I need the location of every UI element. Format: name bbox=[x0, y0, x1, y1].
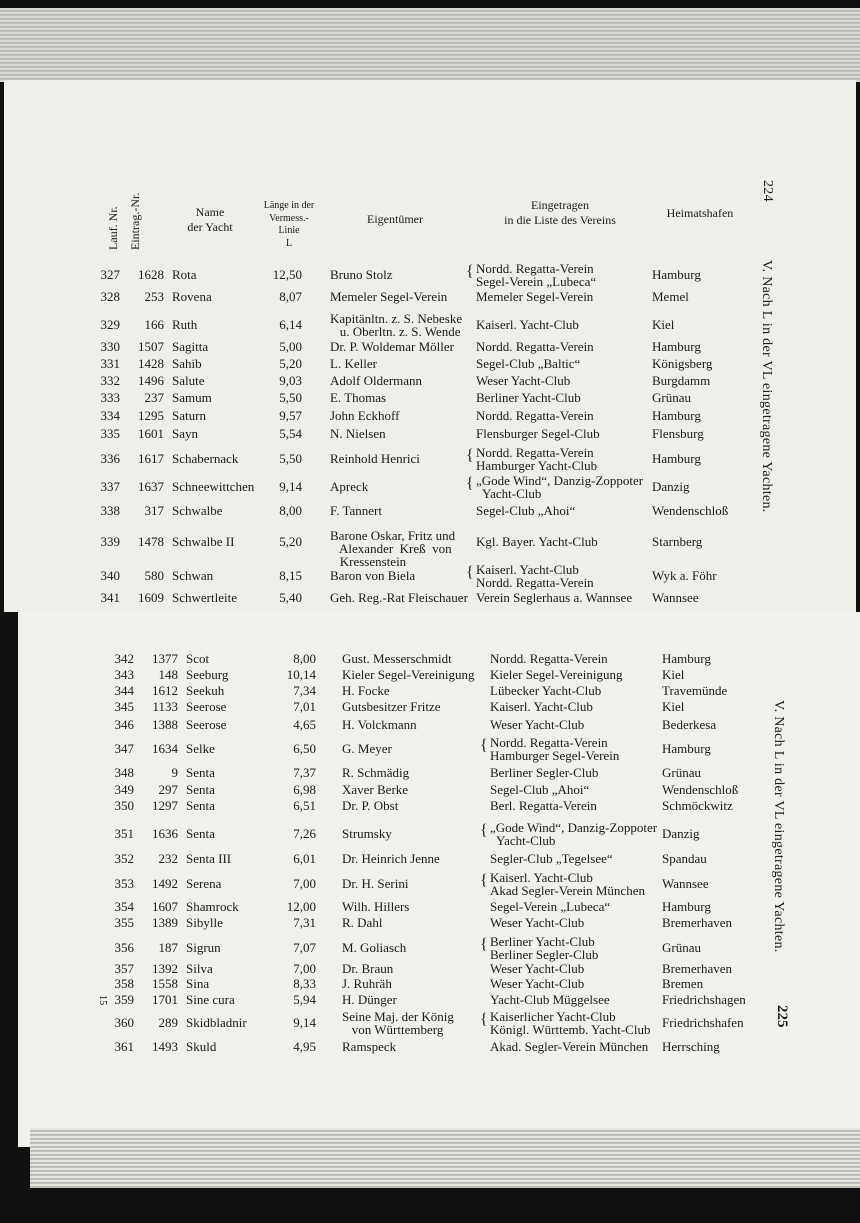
laenge-value: 6,98 bbox=[293, 782, 316, 797]
eintrag-nr: 237 bbox=[144, 390, 164, 405]
lauf-nr: 328 bbox=[100, 289, 120, 304]
yacht-name: Schwertleite bbox=[172, 590, 237, 605]
eintrag-nr: 1492 bbox=[152, 876, 178, 891]
verein: Nordd. Regatta-Verein Segel-Verein „Lubeca“ bbox=[476, 261, 597, 289]
yacht-name: Sayn bbox=[172, 426, 198, 441]
brace-mark: { bbox=[466, 263, 474, 280]
eintrag-nr: 580 bbox=[144, 568, 164, 583]
yacht-name: Rota bbox=[172, 267, 197, 282]
lauf-nr: 331 bbox=[100, 356, 120, 371]
yacht-name: Senta bbox=[186, 765, 215, 780]
yacht-name: Senta bbox=[186, 798, 215, 813]
lauf-nr: 329 bbox=[100, 317, 120, 332]
yacht-name: Seeburg bbox=[186, 667, 229, 682]
signature-mark: 15 bbox=[97, 995, 108, 1006]
lauf-nr: 344 bbox=[114, 683, 134, 698]
heimatshafen: Herrsching bbox=[662, 1039, 720, 1054]
owner: G. Meyer bbox=[342, 741, 392, 756]
owner: Dr. H. Serini bbox=[342, 876, 409, 891]
laenge-value: 7,01 bbox=[293, 699, 316, 714]
owner: Gust. Messerschmidt bbox=[342, 651, 452, 666]
page-number-upper: 224 bbox=[760, 180, 775, 202]
laenge-value: 7,00 bbox=[293, 876, 316, 891]
owner: Dr. Braun bbox=[342, 961, 394, 976]
yacht-name: Sine cura bbox=[186, 992, 235, 1007]
lauf-nr: 341 bbox=[100, 590, 120, 605]
eintrag-nr: 317 bbox=[144, 503, 164, 518]
verein: Weser Yacht-Club bbox=[490, 961, 585, 976]
owner: Xaver Berke bbox=[342, 782, 409, 797]
running-head-lower: V. Nach L in der VL eingetragene Yachten. bbox=[771, 700, 786, 953]
eintrag-nr: 1601 bbox=[138, 426, 164, 441]
yacht-name: Skidbladnir bbox=[186, 1015, 247, 1030]
verein: Kaiserlicher Yacht-Club Königl. Württemb. Yacht-Club bbox=[490, 1009, 651, 1037]
eintrag-nr: 1628 bbox=[138, 267, 164, 282]
verein: Yacht-Club Müggelsee bbox=[490, 992, 610, 1007]
heimatshafen: Burgdamm bbox=[652, 373, 711, 388]
verein: Verein Seglerhaus a. Wannsee bbox=[476, 590, 633, 605]
owner: Strumsky bbox=[342, 826, 392, 841]
heimatshafen: Wendenschloß bbox=[652, 503, 729, 518]
heimatshafen: Wendenschloß bbox=[662, 782, 739, 797]
verein: Lübecker Yacht-Club bbox=[490, 683, 602, 698]
owner: H. Focke bbox=[342, 683, 390, 698]
owner: Geh. Reg.-Rat Fleischauer bbox=[330, 590, 468, 605]
verein: Nordd. Regatta-Verein bbox=[490, 651, 608, 666]
yacht-name: Sina bbox=[186, 976, 210, 991]
yacht-name: Schneewittchen bbox=[172, 479, 255, 494]
eintrag-nr: 1701 bbox=[152, 992, 178, 1007]
lauf-nr: 340 bbox=[100, 568, 120, 583]
verein: Berliner Segler-Club bbox=[490, 765, 599, 780]
running-head-upper: V. Nach L in der VL eingetragene Yachten. bbox=[759, 260, 774, 513]
laenge-value: 6,14 bbox=[279, 317, 302, 332]
verein: Kieler Segel-Vereinigung bbox=[490, 667, 623, 682]
eintrag-nr: 1634 bbox=[152, 741, 178, 756]
verein: Akad. Segler-Verein München bbox=[490, 1039, 649, 1054]
eintrag-nr: 1377 bbox=[152, 651, 178, 666]
laenge-value: 5,94 bbox=[293, 992, 316, 1007]
laenge-value: 5,00 bbox=[279, 339, 302, 354]
yacht-name: Skuld bbox=[186, 1039, 217, 1054]
owner: Adolf Oldermann bbox=[330, 373, 423, 388]
laenge-value: 9,57 bbox=[279, 408, 302, 423]
lauf-nr: 347 bbox=[114, 741, 134, 756]
yacht-name: Senta bbox=[186, 826, 215, 841]
laenge-value: 5,20 bbox=[279, 356, 302, 371]
yacht-name: Schwan bbox=[172, 568, 214, 583]
book-page-edges-top bbox=[0, 8, 860, 82]
yacht-name: Salute bbox=[172, 373, 205, 388]
laenge-value: 12,50 bbox=[272, 267, 302, 282]
verein: Weser Yacht-Club bbox=[490, 915, 585, 930]
heimatshafen: Bremen bbox=[662, 976, 704, 991]
brace-mark: { bbox=[480, 936, 488, 953]
verein: Kaiserl. Yacht-Club Akad Segler-Verein München bbox=[490, 870, 645, 898]
yacht-name: Shamrock bbox=[186, 899, 239, 914]
verein: Kaiserl. Yacht-Club bbox=[490, 699, 593, 714]
yacht-name: Seerose bbox=[186, 717, 227, 732]
heimatshafen: Memel bbox=[652, 289, 689, 304]
laenge-value: 9,14 bbox=[293, 1015, 316, 1030]
owner: Apreck bbox=[330, 479, 369, 494]
heimatshafen: Wannsee bbox=[662, 876, 709, 891]
header-laenge: Länge in der Vermess.- Linie L bbox=[263, 200, 315, 249]
laenge-value: 8,07 bbox=[279, 289, 302, 304]
heimatshafen: Friedrichshafen bbox=[662, 1015, 744, 1030]
heimatshafen: Hamburg bbox=[652, 408, 701, 423]
verein: Weser Yacht-Club bbox=[490, 976, 585, 991]
eintrag-nr: 289 bbox=[158, 1015, 178, 1030]
laenge-value: 7,37 bbox=[293, 765, 316, 780]
owner: F. Tannert bbox=[330, 503, 382, 518]
eintrag-nr: 1507 bbox=[138, 339, 164, 354]
eintrag-nr: 1607 bbox=[152, 899, 178, 914]
heimatshafen: Grünau bbox=[662, 765, 701, 780]
heimatshafen: Spandau bbox=[662, 851, 707, 866]
heimatshafen: Wannsee bbox=[652, 590, 699, 605]
brace-mark: { bbox=[480, 737, 488, 754]
heimatshafen: Kiel bbox=[652, 317, 675, 332]
heimatshafen: Grünau bbox=[652, 390, 691, 405]
eintrag-nr: 1493 bbox=[152, 1039, 178, 1054]
owner: H. Dünger bbox=[342, 992, 397, 1007]
lauf-nr: 337 bbox=[100, 479, 120, 494]
header-lauf-nr: Lauf. Nr. bbox=[106, 206, 120, 250]
eintrag-nr: 1637 bbox=[138, 479, 164, 494]
owner: N. Nielsen bbox=[330, 426, 386, 441]
owner: R. Dahl bbox=[342, 915, 383, 930]
brace-mark: { bbox=[480, 1011, 488, 1028]
lauf-nr: 332 bbox=[100, 373, 120, 388]
lauf-nr: 345 bbox=[114, 699, 134, 714]
owner: Reinhold Henrici bbox=[330, 451, 420, 466]
owner: L. Keller bbox=[330, 356, 377, 371]
eintrag-nr: 187 bbox=[158, 940, 178, 955]
heimatshafen: Schmöckwitz bbox=[662, 798, 733, 813]
page-number-lower: 225 bbox=[774, 1005, 790, 1028]
laenge-value: 7,31 bbox=[293, 915, 316, 930]
eintrag-nr: 297 bbox=[158, 782, 178, 797]
laenge-value: 6,01 bbox=[293, 851, 316, 866]
laenge-value: 7,34 bbox=[293, 683, 316, 698]
laenge-value: 5,40 bbox=[279, 590, 302, 605]
brace-mark: { bbox=[480, 822, 488, 839]
heimatshafen: Wyk a. Föhr bbox=[652, 568, 717, 583]
lauf-nr: 350 bbox=[114, 798, 134, 813]
owner: H. Volckmann bbox=[342, 717, 417, 732]
lauf-nr: 354 bbox=[114, 899, 134, 914]
yacht-name: Ruth bbox=[172, 317, 198, 332]
eintrag-nr: 1389 bbox=[152, 915, 178, 930]
eintrag-nr: 1612 bbox=[152, 683, 178, 698]
lauf-nr: 358 bbox=[114, 976, 134, 991]
yacht-name: Samum bbox=[172, 390, 212, 405]
owner: Seine Maj. der König von Württemberg bbox=[342, 1009, 454, 1037]
yacht-name: Selke bbox=[186, 741, 215, 756]
laenge-value: 9,14 bbox=[279, 479, 302, 494]
eintrag-nr: 1496 bbox=[138, 373, 164, 388]
owner: Memeler Segel-Verein bbox=[330, 289, 448, 304]
lauf-nr: 333 bbox=[100, 390, 120, 405]
yacht-name: Schwalbe II bbox=[172, 534, 235, 549]
verein: Nordd. Regatta-Verein bbox=[476, 408, 594, 423]
verein: Berl. Regatta-Verein bbox=[490, 798, 597, 813]
heimatshafen: Kiel bbox=[662, 699, 685, 714]
lauf-nr: 342 bbox=[114, 651, 134, 666]
yacht-name: Rovena bbox=[172, 289, 212, 304]
laenge-value: 6,51 bbox=[293, 798, 316, 813]
brace-mark: { bbox=[480, 872, 488, 889]
laenge-value: 8,33 bbox=[293, 976, 316, 991]
laenge-value: 5,50 bbox=[279, 451, 302, 466]
owner: Dr. P. Woldemar Möller bbox=[330, 339, 455, 354]
heimatshafen: Hamburg bbox=[652, 267, 701, 282]
eintrag-nr: 9 bbox=[171, 765, 178, 780]
heimatshafen: Bremerhaven bbox=[662, 961, 733, 976]
lauf-nr: 360 bbox=[114, 1015, 134, 1030]
verein: Berliner Yacht-Club bbox=[476, 390, 581, 405]
eintrag-nr: 1388 bbox=[152, 717, 178, 732]
laenge-value: 10,14 bbox=[286, 667, 316, 682]
lauf-nr: 353 bbox=[114, 876, 134, 891]
yacht-name: Sibylle bbox=[186, 915, 223, 930]
eintrag-nr: 232 bbox=[158, 851, 178, 866]
eintrag-nr: 166 bbox=[144, 317, 164, 332]
lauf-nr: 355 bbox=[114, 915, 134, 930]
heimatshafen: Hamburg bbox=[662, 899, 711, 914]
heimatshafen: Hamburg bbox=[652, 451, 701, 466]
heimatshafen: Bremerhaven bbox=[662, 915, 733, 930]
lauf-nr: 351 bbox=[114, 826, 134, 841]
laenge-value: 4,95 bbox=[293, 1039, 316, 1054]
laenge-value: 4,65 bbox=[293, 717, 316, 732]
laenge-value: 8,15 bbox=[279, 568, 302, 583]
lauf-nr: 348 bbox=[114, 765, 134, 780]
verein: Berliner Yacht-Club Berliner Segler-Club bbox=[490, 934, 599, 962]
yacht-name: Schabernack bbox=[172, 451, 239, 466]
eintrag-nr: 1478 bbox=[138, 534, 164, 549]
owner: Barone Oskar, Fritz und Alexander Kreß von Kressenstein bbox=[330, 528, 456, 569]
lauf-nr: 338 bbox=[100, 503, 120, 518]
verein: Kaiserl. Yacht-Club bbox=[476, 317, 579, 332]
verein: Kaiserl. Yacht-Club Nordd. Regatta-Verein bbox=[476, 562, 594, 590]
laenge-value: 8,00 bbox=[279, 503, 302, 518]
verein: Weser Yacht-Club bbox=[476, 373, 571, 388]
laenge-value: 5,54 bbox=[279, 426, 302, 441]
heimatshafen: Bederkesa bbox=[662, 717, 717, 732]
verein: Segel-Verein „Lubeca“ bbox=[490, 899, 611, 914]
lauf-nr: 336 bbox=[100, 451, 120, 466]
yacht-name: Sigrun bbox=[186, 940, 221, 955]
yacht-name: Silva bbox=[186, 961, 213, 976]
heimatshafen: Hamburg bbox=[662, 741, 711, 756]
laenge-value: 9,03 bbox=[279, 373, 302, 388]
eintrag-nr: 148 bbox=[158, 667, 178, 682]
heimatshafen: Hamburg bbox=[652, 339, 701, 354]
owner: John Eckhoff bbox=[330, 408, 400, 423]
yacht-name: Saturn bbox=[172, 408, 206, 423]
brace-mark: { bbox=[466, 447, 474, 464]
heimatshafen: Starnberg bbox=[652, 534, 703, 549]
lauf-nr: 346 bbox=[114, 717, 134, 732]
header-eingetragen: Eingetragen in die Liste des Vereins bbox=[504, 198, 616, 227]
lauf-nr: 343 bbox=[114, 667, 134, 682]
verein: Segel-Club „Ahoi“ bbox=[490, 782, 590, 797]
eintrag-nr: 1428 bbox=[138, 356, 164, 371]
laenge-value: 7,00 bbox=[293, 961, 316, 976]
eintrag-nr: 1617 bbox=[138, 451, 164, 466]
yacht-name: Seerose bbox=[186, 699, 227, 714]
lauf-nr: 361 bbox=[114, 1039, 134, 1054]
lauf-nr: 359 bbox=[114, 992, 134, 1007]
verein: Nordd. Regatta-Verein Hamburger Yacht-Club bbox=[476, 445, 598, 473]
yacht-name: Scot bbox=[186, 651, 210, 666]
heimatshafen: Travemünde bbox=[662, 683, 728, 698]
owner: Baron von Biela bbox=[330, 568, 416, 583]
eintrag-nr: 1295 bbox=[138, 408, 164, 423]
brace-mark: { bbox=[466, 564, 474, 581]
verein: „Gode Wind“, Danzig-Zoppoter Yacht-Club bbox=[490, 820, 658, 848]
verein: Segel-Club „Baltic“ bbox=[476, 356, 581, 371]
laenge-value: 7,26 bbox=[293, 826, 316, 841]
verein: Memeler Segel-Verein bbox=[476, 289, 594, 304]
header-eigentuemer: Eigentümer bbox=[367, 212, 423, 226]
header-heimatshafen: Heimatshafen bbox=[666, 206, 734, 220]
header-eintrag-nr: Eintrag.-Nr. bbox=[128, 192, 142, 250]
owner: Wilh. Hillers bbox=[342, 899, 410, 914]
owner: Kapitänltn. z. S. Nebeske u. Oberltn. z. S. Wende bbox=[330, 311, 463, 339]
owner: M. Goliasch bbox=[342, 940, 407, 955]
lauf-nr: 339 bbox=[100, 534, 120, 549]
yacht-name: Senta bbox=[186, 782, 215, 797]
heimatshafen: Grünau bbox=[662, 940, 701, 955]
lauf-nr: 335 bbox=[100, 426, 120, 441]
eintrag-nr: 1392 bbox=[152, 961, 178, 976]
verein: Nordd. Regatta-Verein bbox=[476, 339, 594, 354]
heimatshafen: Flensburg bbox=[652, 426, 704, 441]
verein: Segler-Club „Tegelsee“ bbox=[490, 851, 613, 866]
laenge-value: 5,20 bbox=[279, 534, 302, 549]
owner: Ramspeck bbox=[342, 1039, 397, 1054]
laenge-value: 8,00 bbox=[293, 651, 316, 666]
heimatshafen: Kiel bbox=[662, 667, 685, 682]
header-name: Name der Yacht bbox=[187, 205, 233, 234]
eintrag-nr: 253 bbox=[144, 289, 164, 304]
lauf-nr: 356 bbox=[114, 940, 134, 955]
lauf-nr: 352 bbox=[114, 851, 134, 866]
verein: „Gode Wind“, Danzig-Zoppoter Yacht-Club bbox=[476, 473, 644, 501]
verein: Weser Yacht-Club bbox=[490, 717, 585, 732]
heimatshafen: Hamburg bbox=[662, 651, 711, 666]
eintrag-nr: 1609 bbox=[138, 590, 164, 605]
lauf-nr: 357 bbox=[114, 961, 134, 976]
owner: R. Schmädig bbox=[342, 765, 410, 780]
laenge-value: 7,07 bbox=[293, 940, 316, 955]
laenge-value: 6,50 bbox=[293, 741, 316, 756]
owner: J. Ruhräh bbox=[342, 976, 392, 991]
eintrag-nr: 1636 bbox=[152, 826, 178, 841]
yacht-name: Seekuh bbox=[186, 683, 225, 698]
heimatshafen: Königsberg bbox=[652, 356, 713, 371]
lauf-nr: 330 bbox=[100, 339, 120, 354]
owner: Kieler Segel-Vereinigung bbox=[342, 667, 475, 682]
yacht-name: Sahib bbox=[172, 356, 202, 371]
yacht-name: Schwalbe bbox=[172, 503, 223, 518]
yacht-name: Sagitta bbox=[172, 339, 209, 354]
heimatshafen: Danzig bbox=[662, 826, 700, 841]
owner: Dr. Heinrich Jenne bbox=[342, 851, 440, 866]
brace-mark: { bbox=[466, 475, 474, 492]
book-page-edges-bottom bbox=[30, 1128, 860, 1188]
laenge-value: 12,00 bbox=[286, 899, 316, 914]
owner: Gutsbesitzer Fritze bbox=[342, 699, 441, 714]
eintrag-nr: 1297 bbox=[152, 798, 178, 813]
owner: E. Thomas bbox=[330, 390, 387, 405]
verein: Segel-Club „Ahoi“ bbox=[476, 503, 576, 518]
heimatshafen: Danzig bbox=[652, 479, 690, 494]
owner: Dr. P. Obst bbox=[342, 798, 399, 813]
eintrag-nr: 1133 bbox=[152, 699, 178, 714]
eintrag-nr: 1558 bbox=[152, 976, 178, 991]
verein: Kgl. Bayer. Yacht-Club bbox=[476, 534, 598, 549]
verein: Nordd. Regatta-Verein Hamburger Segel-Verein bbox=[490, 735, 620, 763]
laenge-value: 5,50 bbox=[279, 390, 302, 405]
lauf-nr: 349 bbox=[114, 782, 134, 797]
yacht-name: Serena bbox=[186, 876, 222, 891]
lauf-nr: 327 bbox=[100, 267, 120, 282]
heimatshafen: Friedrichshagen bbox=[662, 992, 746, 1007]
lauf-nr: 334 bbox=[100, 408, 120, 423]
verein: Flensburger Segel-Club bbox=[476, 426, 600, 441]
yacht-name: Senta III bbox=[186, 851, 232, 866]
owner: Bruno Stolz bbox=[330, 267, 393, 282]
